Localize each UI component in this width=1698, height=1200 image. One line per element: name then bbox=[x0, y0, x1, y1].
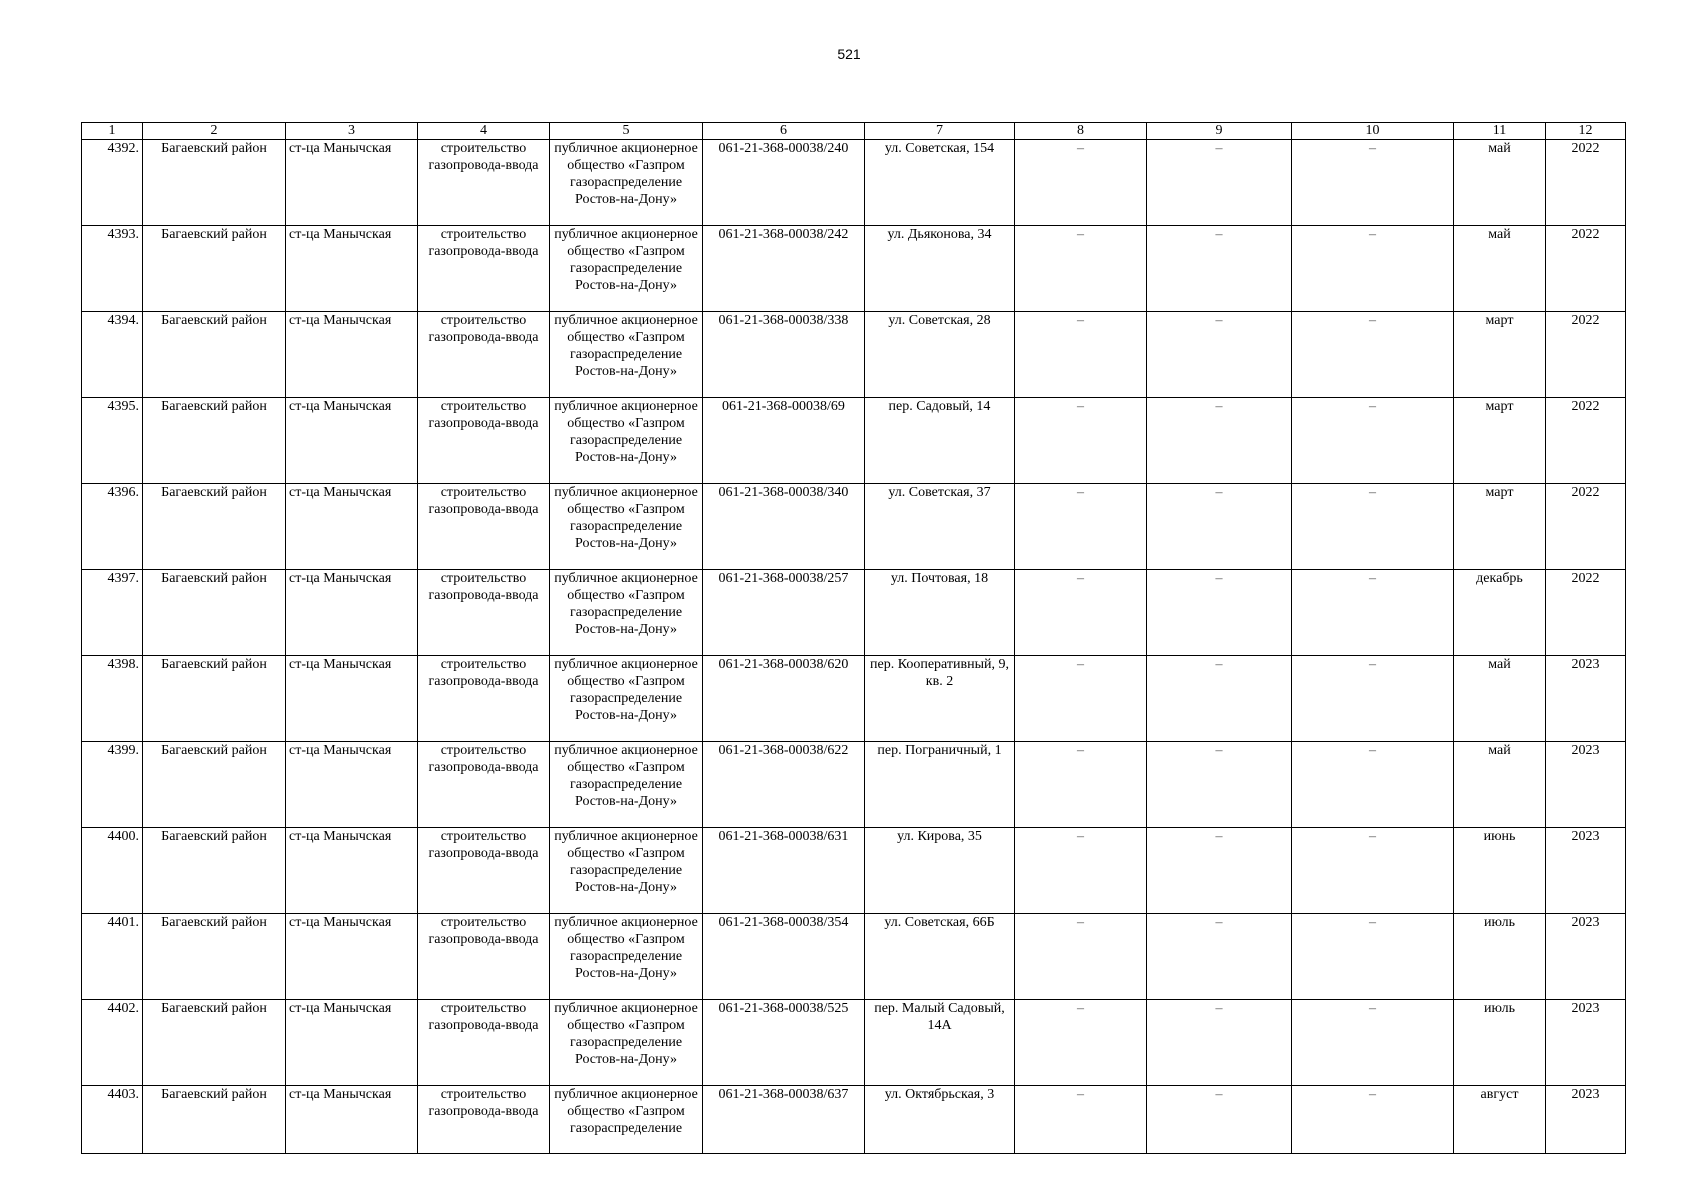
district-cell: Багаевский район bbox=[143, 312, 286, 398]
column-10-cell: – bbox=[1292, 914, 1454, 1000]
locality-cell: ст-ца Манычская bbox=[286, 742, 418, 828]
column-8-cell: – bbox=[1015, 1086, 1147, 1154]
table-row bbox=[82, 828, 1626, 914]
locality-cell: ст-ца Манычская bbox=[286, 484, 418, 570]
column-10-cell: – bbox=[1292, 140, 1454, 226]
locality-cell: ст-ца Манычская bbox=[286, 226, 418, 312]
column-8-cell: – bbox=[1015, 140, 1147, 226]
column-9-cell: – bbox=[1147, 398, 1292, 484]
month-cell: май bbox=[1454, 226, 1546, 312]
district-cell: Багаевский район bbox=[143, 742, 286, 828]
row-number: 4394. bbox=[82, 312, 143, 398]
code-cell: 061-21-368-00038/257 bbox=[703, 570, 865, 656]
column-9-cell: – bbox=[1147, 1000, 1292, 1086]
code-cell: 061-21-368-00038/340 bbox=[703, 484, 865, 570]
column-header: 4 bbox=[418, 123, 550, 140]
column-8-cell: – bbox=[1015, 828, 1147, 914]
table-row bbox=[82, 1000, 1626, 1086]
column-9-cell: – bbox=[1147, 484, 1292, 570]
column-10-cell: – bbox=[1292, 742, 1454, 828]
column-header: 5 bbox=[550, 123, 703, 140]
month-cell: декабрь bbox=[1454, 570, 1546, 656]
address-cell: пер. Садовый, 14 bbox=[865, 398, 1015, 484]
column-10-cell: – bbox=[1292, 226, 1454, 312]
column-header: 3 bbox=[286, 123, 418, 140]
row-number: 4400. bbox=[82, 828, 143, 914]
code-cell: 061-21-368-00038/338 bbox=[703, 312, 865, 398]
month-cell: март bbox=[1454, 484, 1546, 570]
work-type-cell: строительство газопровода-ввода bbox=[418, 226, 550, 312]
year-cell: 2022 bbox=[1546, 398, 1626, 484]
locality-cell: ст-ца Манычская bbox=[286, 1000, 418, 1086]
page-number: 521 bbox=[837, 46, 861, 62]
work-type-cell: строительство газопровода-ввода bbox=[418, 398, 550, 484]
year-cell: 2022 bbox=[1546, 484, 1626, 570]
year-cell: 2022 bbox=[1546, 140, 1626, 226]
address-cell: ул. Кирова, 35 bbox=[865, 828, 1015, 914]
table-row bbox=[82, 742, 1626, 828]
year-cell: 2023 bbox=[1546, 742, 1626, 828]
district-cell: Багаевский район bbox=[143, 570, 286, 656]
table-row bbox=[82, 398, 1626, 484]
organization-cell: публичное акционерное общество «Газпром газораспределение Ростов-на-Дону» bbox=[550, 828, 703, 914]
column-10-cell: – bbox=[1292, 484, 1454, 570]
district-cell: Багаевский район bbox=[143, 1000, 286, 1086]
row-number: 4392. bbox=[82, 140, 143, 226]
work-type-cell: строительство газопровода-ввода bbox=[418, 656, 550, 742]
work-type-cell: строительство газопровода-ввода bbox=[418, 828, 550, 914]
code-cell: 061-21-368-00038/354 bbox=[703, 914, 865, 1000]
locality-cell: ст-ца Манычская bbox=[286, 570, 418, 656]
column-header: 2 bbox=[143, 123, 286, 140]
district-cell: Багаевский район bbox=[143, 914, 286, 1000]
table-row bbox=[82, 484, 1626, 570]
code-cell: 061-21-368-00038/525 bbox=[703, 1000, 865, 1086]
column-9-cell: – bbox=[1147, 312, 1292, 398]
address-cell: ул. Советская, 28 bbox=[865, 312, 1015, 398]
work-type-cell: строительство газопровода-ввода bbox=[418, 570, 550, 656]
column-9-cell: – bbox=[1147, 828, 1292, 914]
address-cell: ул. Дьяконова, 34 bbox=[865, 226, 1015, 312]
row-number: 4402. bbox=[82, 1000, 143, 1086]
address-cell: ул. Советская, 37 bbox=[865, 484, 1015, 570]
organization-cell: публичное акционерное общество «Газпром газораспределение Ростов-на-Дону» bbox=[550, 140, 703, 226]
column-header: 1 bbox=[82, 123, 143, 140]
month-cell: июнь bbox=[1454, 828, 1546, 914]
organization-cell: публичное акционерное общество «Газпром газораспределение Ростов-на-Дону» bbox=[550, 484, 703, 570]
month-cell: июль bbox=[1454, 1000, 1546, 1086]
locality-cell: ст-ца Манычская bbox=[286, 656, 418, 742]
address-cell: ул. Почтовая, 18 bbox=[865, 570, 1015, 656]
work-type-cell: строительство газопровода-ввода bbox=[418, 312, 550, 398]
address-cell: пер. Малый Садовый, 14А bbox=[865, 1000, 1015, 1086]
column-10-cell: – bbox=[1292, 570, 1454, 656]
organization-cell: публичное акционерное общество «Газпром газораспределение Ростов-на-Дону» bbox=[550, 1000, 703, 1086]
month-cell: март bbox=[1454, 398, 1546, 484]
year-cell: 2023 bbox=[1546, 1000, 1626, 1086]
table-row bbox=[82, 312, 1626, 398]
column-10-cell: – bbox=[1292, 1000, 1454, 1086]
work-type-cell: строительство газопровода-ввода bbox=[418, 1000, 550, 1086]
organization-cell: публичное акционерное общество «Газпром газораспределение Ростов-на-Дону» bbox=[550, 914, 703, 1000]
header-row bbox=[82, 123, 1626, 140]
year-cell: 2023 bbox=[1546, 1086, 1626, 1154]
row-number: 4403. bbox=[82, 1086, 143, 1154]
month-cell: июль bbox=[1454, 914, 1546, 1000]
month-cell: май bbox=[1454, 742, 1546, 828]
row-number: 4396. bbox=[82, 484, 143, 570]
organization-cell: публичное акционерное общество «Газпром газораспределение Ростов-на-Дону» bbox=[550, 656, 703, 742]
work-type-cell: строительство газопровода-ввода bbox=[418, 140, 550, 226]
code-cell: 061-21-368-00038/620 bbox=[703, 656, 865, 742]
year-cell: 2022 bbox=[1546, 570, 1626, 656]
table-row bbox=[82, 656, 1626, 742]
work-type-cell: строительство газопровода-ввода bbox=[418, 914, 550, 1000]
month-cell: март bbox=[1454, 312, 1546, 398]
column-8-cell: – bbox=[1015, 914, 1147, 1000]
district-cell: Багаевский район bbox=[143, 656, 286, 742]
locality-cell: ст-ца Манычская bbox=[286, 140, 418, 226]
organization-cell: публичное акционерное общество «Газпром газораспределение Ростов-на-Дону» bbox=[550, 312, 703, 398]
column-header: 12 bbox=[1546, 123, 1626, 140]
district-cell: Багаевский район bbox=[143, 140, 286, 226]
locality-cell: ст-ца Манычская bbox=[286, 828, 418, 914]
address-cell: ул. Советская, 154 bbox=[865, 140, 1015, 226]
organization-cell: публичное акционерное общество «Газпром газораспределение bbox=[550, 1086, 703, 1154]
table-row bbox=[82, 140, 1626, 226]
column-10-cell: – bbox=[1292, 312, 1454, 398]
column-9-cell: – bbox=[1147, 914, 1292, 1000]
code-cell: 061-21-368-00038/69 bbox=[703, 398, 865, 484]
code-cell: 061-21-368-00038/637 bbox=[703, 1086, 865, 1154]
address-cell: пер. Кооперативный, 9, кв. 2 bbox=[865, 656, 1015, 742]
year-cell: 2022 bbox=[1546, 226, 1626, 312]
column-header: 10 bbox=[1292, 123, 1454, 140]
row-number: 4393. bbox=[82, 226, 143, 312]
district-cell: Багаевский район bbox=[143, 484, 286, 570]
locality-cell: ст-ца Манычская bbox=[286, 398, 418, 484]
column-header: 11 bbox=[1454, 123, 1546, 140]
month-cell: август bbox=[1454, 1086, 1546, 1154]
column-8-cell: – bbox=[1015, 570, 1147, 656]
month-cell: май bbox=[1454, 656, 1546, 742]
table-row bbox=[82, 1086, 1626, 1154]
column-8-cell: – bbox=[1015, 656, 1147, 742]
column-10-cell: – bbox=[1292, 656, 1454, 742]
column-9-cell: – bbox=[1147, 226, 1292, 312]
work-type-cell: строительство газопровода-ввода bbox=[418, 1086, 550, 1154]
district-cell: Багаевский район bbox=[143, 226, 286, 312]
row-number: 4399. bbox=[82, 742, 143, 828]
row-number: 4401. bbox=[82, 914, 143, 1000]
column-header: 6 bbox=[703, 123, 865, 140]
organization-cell: публичное акционерное общество «Газпром газораспределение Ростов-на-Дону» bbox=[550, 742, 703, 828]
organization-cell: публичное акционерное общество «Газпром газораспределение Ростов-на-Дону» bbox=[550, 226, 703, 312]
row-number: 4395. bbox=[82, 398, 143, 484]
year-cell: 2023 bbox=[1546, 914, 1626, 1000]
locality-cell: ст-ца Манычская bbox=[286, 1086, 418, 1154]
column-8-cell: – bbox=[1015, 398, 1147, 484]
column-10-cell: – bbox=[1292, 1086, 1454, 1154]
locality-cell: ст-ца Манычская bbox=[286, 312, 418, 398]
column-header: 8 bbox=[1015, 123, 1147, 140]
column-8-cell: – bbox=[1015, 312, 1147, 398]
row-number: 4398. bbox=[82, 656, 143, 742]
column-8-cell: – bbox=[1015, 742, 1147, 828]
work-type-cell: строительство газопровода-ввода bbox=[418, 484, 550, 570]
locality-cell: ст-ца Манычская bbox=[286, 914, 418, 1000]
table-row bbox=[82, 570, 1626, 656]
district-cell: Багаевский район bbox=[143, 1086, 286, 1154]
address-cell: ул. Октябрьская, 3 bbox=[865, 1086, 1015, 1154]
code-cell: 061-21-368-00038/240 bbox=[703, 140, 865, 226]
table-row bbox=[82, 226, 1626, 312]
year-cell: 2023 bbox=[1546, 828, 1626, 914]
column-9-cell: – bbox=[1147, 570, 1292, 656]
table-row bbox=[82, 914, 1626, 1000]
year-cell: 2022 bbox=[1546, 312, 1626, 398]
year-cell: 2023 bbox=[1546, 656, 1626, 742]
register-table bbox=[81, 122, 1626, 1154]
column-10-cell: – bbox=[1292, 398, 1454, 484]
column-10-cell: – bbox=[1292, 828, 1454, 914]
district-cell: Багаевский район bbox=[143, 828, 286, 914]
organization-cell: публичное акционерное общество «Газпром газораспределение Ростов-на-Дону» bbox=[550, 570, 703, 656]
month-cell: май bbox=[1454, 140, 1546, 226]
column-9-cell: – bbox=[1147, 656, 1292, 742]
column-header: 7 bbox=[865, 123, 1015, 140]
column-8-cell: – bbox=[1015, 226, 1147, 312]
column-9-cell: – bbox=[1147, 742, 1292, 828]
row-number: 4397. bbox=[82, 570, 143, 656]
organization-cell: публичное акционерное общество «Газпром газораспределение Ростов-на-Дону» bbox=[550, 398, 703, 484]
address-cell: ул. Советская, 66Б bbox=[865, 914, 1015, 1000]
code-cell: 061-21-368-00038/631 bbox=[703, 828, 865, 914]
table-body bbox=[82, 140, 1626, 1154]
column-8-cell: – bbox=[1015, 484, 1147, 570]
district-cell: Багаевский район bbox=[143, 398, 286, 484]
column-header: 9 bbox=[1147, 123, 1292, 140]
work-type-cell: строительство газопровода-ввода bbox=[418, 742, 550, 828]
code-cell: 061-21-368-00038/242 bbox=[703, 226, 865, 312]
column-9-cell: – bbox=[1147, 140, 1292, 226]
column-9-cell: – bbox=[1147, 1086, 1292, 1154]
column-8-cell: – bbox=[1015, 1000, 1147, 1086]
code-cell: 061-21-368-00038/622 bbox=[703, 742, 865, 828]
address-cell: пер. Пограничный, 1 bbox=[865, 742, 1015, 828]
